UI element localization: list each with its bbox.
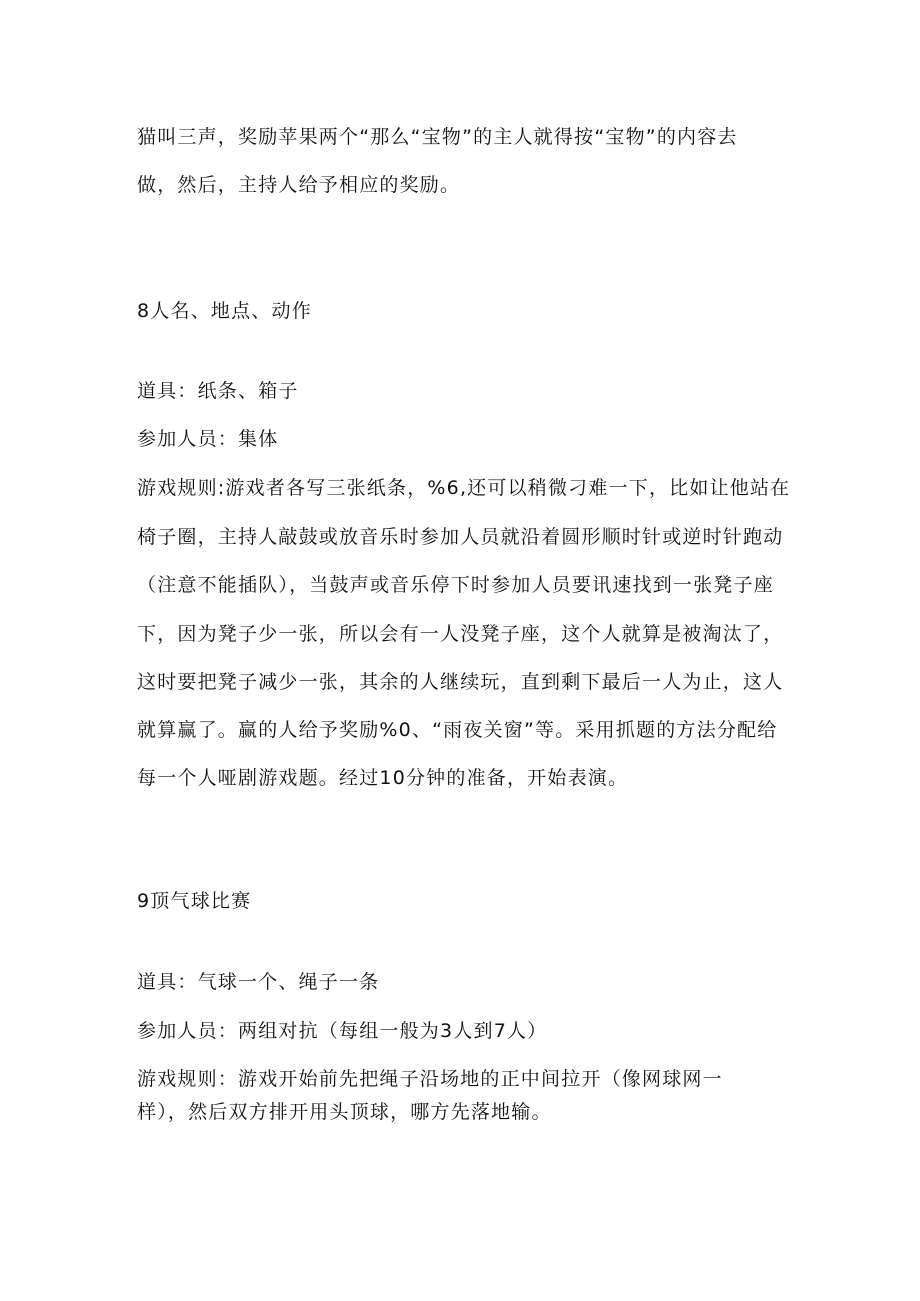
rules-line: 游戏规则：游戏开始前先把绳子沿场地的正中间拉开（像网球网一 [137, 1068, 723, 1090]
rules-line: 就算赢了。赢的人给予奖励%0、“雨夜关窗”等。采用抓题的方法分配给 [137, 719, 778, 741]
section-title-9: 9顶气球比赛 [137, 890, 252, 912]
section-title-8: 8人名、地点、动作 [137, 300, 312, 322]
rules-line: 椅子圈，主持人敲鼓或放音乐时参加人员就沿着圆形顺时针或逆时针跑动 [137, 526, 784, 548]
participants-line: 参加人员：两组对抗（每组一般为3人到7人） [137, 1020, 548, 1042]
rules-line: 下，因为凳子少一张，所以会有一人没凳子座，这个人就算是被淘汰了， [137, 623, 784, 645]
rules-line: 每一个人哑剧游戏题。经过10分钟的准备，开始表演。 [137, 767, 629, 789]
rules-line: 这时要把凳子减少一张，其余的人继续玩，直到剩下最后一人为止，这人 [137, 671, 784, 693]
participants-line: 参加人员：集体 [137, 428, 279, 450]
rules-line: 样），然后双方排开用头顶球，哪方先落地输。 [137, 1101, 552, 1123]
props-line: 道具：气球一个、绳子一条 [137, 971, 380, 993]
rules-line: （注意不能插队），当鼓声或音乐停下时参加人员要讯速找到一张凳子座 [137, 574, 774, 596]
rules-line: 游戏规则:游戏者各写三张纸条，%6,还可以稍微刁难一下，比如让他站在 [137, 477, 791, 499]
props-line: 道具：纸条、箱子 [137, 380, 299, 402]
paragraph-line: 猫叫三声，奖励苹果两个“那么“宝物”的主人就得按“宝物”的内容去 [137, 126, 738, 148]
paragraph-line: 做，然后，主持人给予相应的奖励。 [137, 174, 461, 196]
